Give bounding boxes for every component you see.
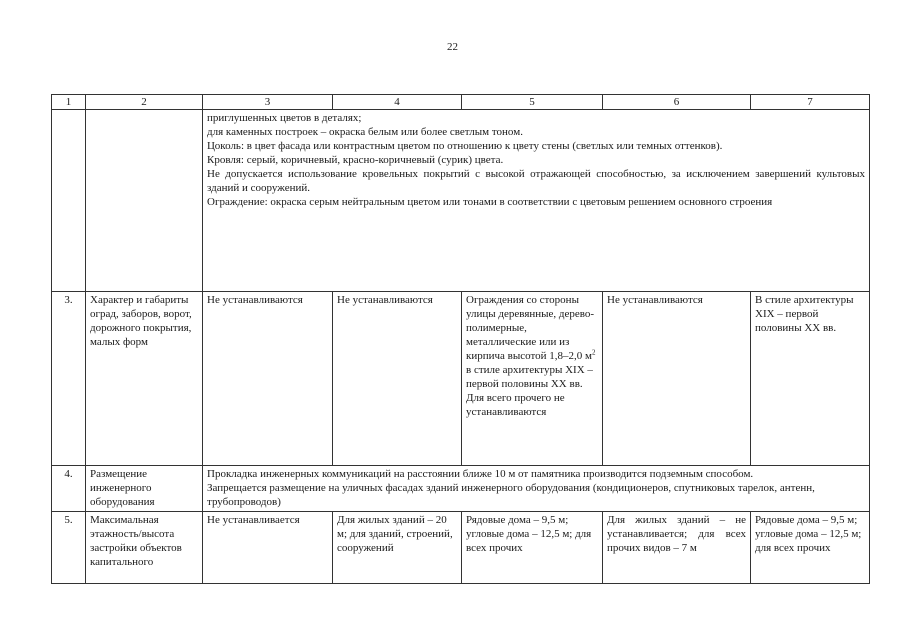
row4-line-2: Запрещается размещение на уличных фасадах зданий инженерного оборудования (кондиционеров, спутниковых тарелок, антенн, трубопроводов) (207, 482, 815, 508)
table-row-colors (52, 110, 870, 292)
table-row-4 (52, 466, 870, 512)
row5-col4: Для жилых зданий – 20 м; для зданий, строений, сооружений (337, 514, 453, 554)
row-colors-text (203, 110, 870, 292)
row5-col5: Рядовые дома – 9,5 м; угловые дома – 12,5 м; для всех прочих (466, 514, 592, 554)
header-row (52, 95, 870, 110)
colors-line-1: приглушенных цветов в деталях; (207, 112, 362, 124)
row3-col5-part-a: Ограждения со стороны улицы деревянные, дерево-полимерные, металлические или из кирпича высотой 1,8–2,0 м (466, 294, 595, 362)
header-col-5: 5 (462, 95, 603, 110)
row4-name: Размещение инженерного оборудования (86, 466, 203, 512)
header-col-3: 3 (203, 95, 333, 110)
row-colors-name (86, 110, 203, 292)
row3-col4: Не устанавливаются (333, 292, 462, 466)
row5-name: Максимальная этажность/высота застройки объектов капитального (90, 514, 182, 568)
regulations-table (51, 94, 870, 584)
row3-col6: Не устанавливаются (603, 292, 751, 466)
header-col-1: 1 (52, 95, 86, 110)
row5-col7-cell (751, 512, 870, 584)
row3-col5-superscript: 2 (592, 348, 596, 357)
colors-line-3: Цоколь: в цвет фасада или контрастным цветом по отношению к цвету стены (светлых или темных оттенков). (207, 140, 723, 152)
row5-col4-cell (333, 512, 462, 584)
colors-line-2: для каменных построек – окраска белым или более светлым тоном. (207, 126, 523, 138)
row3-num: 3. (52, 292, 86, 466)
row3-col5-part-b: в стиле архитектуры XIX – первой половины XX вв. Для всего прочего не устанавливаются (466, 364, 593, 418)
row4-num: 4. (52, 466, 86, 512)
row4-line-1: Прокладка инженерных коммуникаций на расстоянии ближе 10 м от памятника производится подземным способом. (207, 468, 754, 480)
colors-line-5: Не допускается использование кровельных покрытий с высокой отражающей способностью, за исключением завершений культовых зданий и сооружений. (207, 168, 865, 194)
row5-col5-cell (462, 512, 603, 584)
header-col-4: 4 (333, 95, 462, 110)
row3-col7: В стиле архитектуры XIX – первой половины XX вв. (751, 292, 870, 466)
header-col-6: 6 (603, 95, 751, 110)
header-col-7: 7 (751, 95, 870, 110)
row5-col6: Для жилых зданий – не устанавливается; для всех прочих видов – 7 м (603, 512, 751, 584)
row5-name-cell (86, 512, 203, 584)
row-colors-num (52, 110, 86, 292)
row4-text (203, 466, 870, 512)
page-number: 22 (447, 41, 458, 53)
row5-col7: Рядовые дома – 9,5 м; угловые дома – 12,5 м; для всех прочих (755, 514, 862, 554)
row5-num: 5. (52, 512, 86, 584)
header-col-2: 2 (86, 95, 203, 110)
row3-col5 (462, 292, 603, 466)
colors-line-4: Кровля: серый, коричневый, красно-коричневый (сурик) цвета. (207, 154, 504, 166)
colors-line-6: Ограждение: окраска серым нейтральным цветом или тонами в соответствии с цветовым решением основного строения (207, 196, 773, 208)
row3-col3: Не устанавливаются (203, 292, 333, 466)
table-row-5 (52, 512, 870, 584)
table-row-3 (52, 292, 870, 466)
row3-name: Характер и габариты оград, заборов, ворот, дорожного покрытия, малых форм (86, 292, 203, 466)
row5-col3: Не устанавливается (203, 512, 333, 584)
